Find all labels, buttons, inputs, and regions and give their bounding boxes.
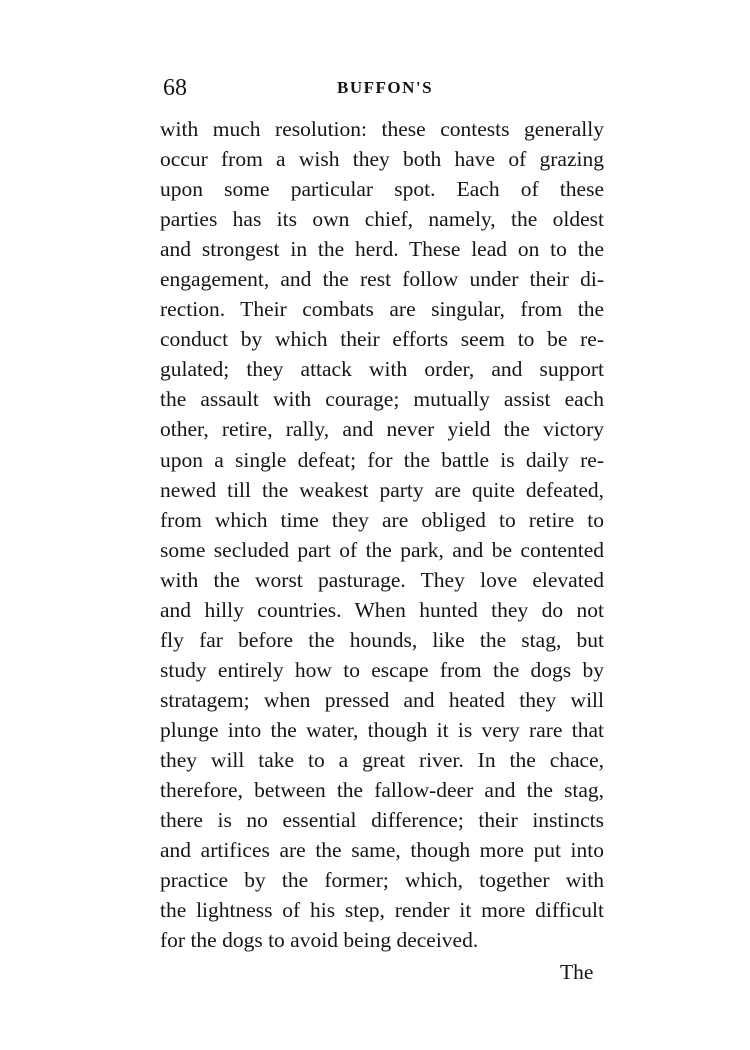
- text-line: gulated; they attack with order, and support: [160, 357, 604, 382]
- text-line: conduct by which their efforts seem to be re-: [160, 327, 604, 352]
- text-line: and artifices are the same, though more put into: [160, 838, 604, 863]
- page-number: 68: [163, 75, 187, 101]
- text-line: the assault with courage; mutually assist each: [160, 387, 604, 412]
- text-line: the lightness of his step, render it more difficult: [160, 898, 604, 923]
- text-line: upon a single defeat; for the battle is daily re-: [160, 447, 604, 472]
- text-line-last: for the dogs to avoid being deceived.: [160, 928, 479, 953]
- text-line: study entirely how to escape from the dogs by: [160, 657, 604, 682]
- catchword: The: [560, 960, 594, 984]
- text-line: some secluded part of the park, and be contented: [160, 537, 604, 562]
- text-line: occur from a wish they both have of grazing: [160, 147, 604, 172]
- text-line: practice by the former; which, together with: [160, 868, 604, 893]
- running-head: BUFFON'S: [337, 78, 434, 97]
- text-line: plunge into the water, though it is very rare that: [160, 717, 604, 742]
- text-line: stratagem; when pressed and heated they will: [160, 687, 604, 712]
- text-line: with the worst pasturage. They love elevated: [160, 567, 604, 592]
- text-line: from which time they are obliged to retire to: [160, 507, 604, 532]
- text-line: parties has its own chief, namely, the oldest: [160, 207, 604, 232]
- text-line: fly far before the hounds, like the stag, but: [160, 627, 604, 652]
- text-line: other, retire, rally, and never yield the victory: [160, 417, 604, 442]
- text-line: upon some particular spot. Each of these: [160, 177, 604, 202]
- text-line: with much resolution: these contests generally: [160, 117, 604, 141]
- text-line: therefore, between the fallow-deer and the stag,: [160, 778, 604, 803]
- text-line: and hilly countries. When hunted they do not: [160, 597, 604, 622]
- text-line: there is no essential difference; their instincts: [160, 808, 604, 833]
- text-line: they will take to a great river. In the chace,: [160, 747, 604, 772]
- text-line: and strongest in the herd. These lead on to the: [160, 237, 604, 262]
- body-text: [160, 114, 604, 955]
- text-line: rection. Their combats are singular, from the: [160, 297, 604, 322]
- text-line: engagement, and the rest follow under their di-: [160, 267, 604, 292]
- text-line: newed till the weakest party are quite defeated,: [160, 477, 604, 502]
